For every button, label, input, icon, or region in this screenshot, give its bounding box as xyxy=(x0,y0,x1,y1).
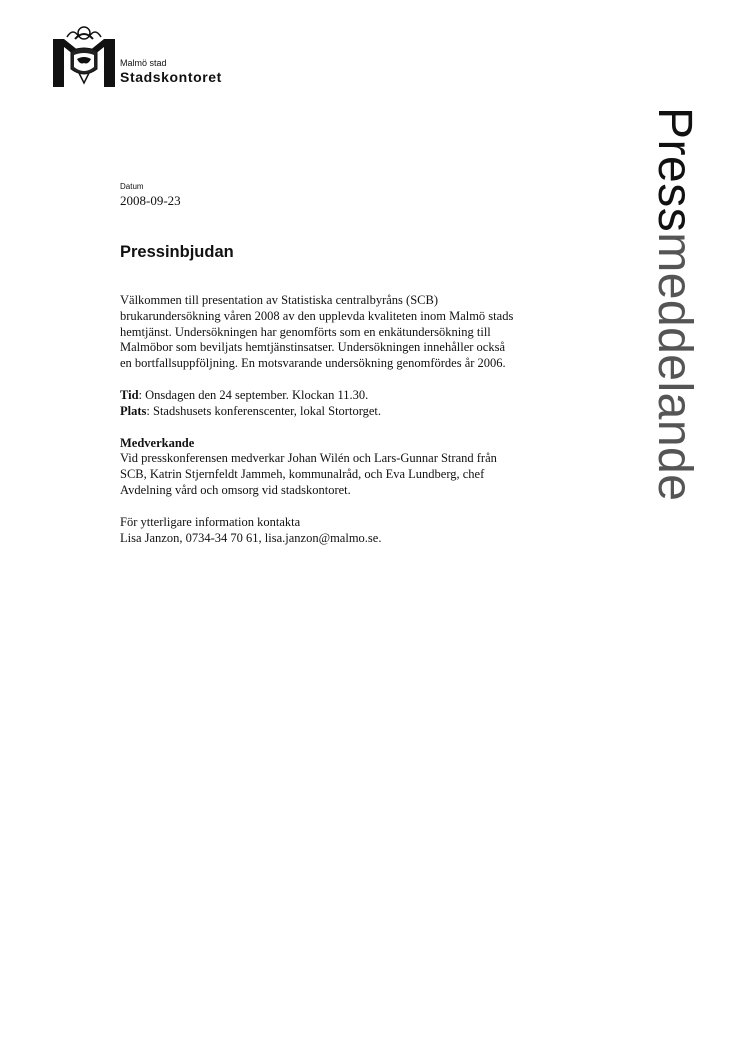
intro-line: brukarundersökning våren 2008 av den upplevda kvaliteten inom Malmö stads xyxy=(120,308,514,323)
contact-paragraph xyxy=(120,515,590,547)
intro-line: Välkommen till presentation av Statistiska centralbyråns (SCB) xyxy=(120,293,438,307)
time-line xyxy=(120,388,590,404)
side-title-pressmeddelande xyxy=(632,107,712,547)
time-value: : Onsdagen den 24 september. Klockan 11.30. xyxy=(138,387,369,402)
intro-paragraph xyxy=(120,293,590,372)
org-city: Malmö stad xyxy=(120,58,167,68)
organization-name xyxy=(120,58,222,86)
contact-email-line[interactable]: Lisa Janzon, 0734-34 70 61, lisa.janzon@malmo.se. xyxy=(120,530,382,545)
participants-line: SCB, Katrin Stjernfeldt Jammeh, kommunalråd, och Eva Lundberg, chef xyxy=(120,467,485,482)
intro-line: en bortfallsuppföljning. En motsvarande undersökning genomfördes år 2006. xyxy=(120,356,506,371)
time-label: Tid xyxy=(120,387,139,402)
participants-line: Vid presskonferensen medverkar Johan Wilén och Lars-Gunnar Strand från xyxy=(120,451,497,466)
place-value: : Stadshusets konferenscenter, lokal Stortorget. xyxy=(146,403,382,418)
participants-paragraph xyxy=(120,436,590,499)
contact-line: För ytterligare information kontakta xyxy=(120,514,301,529)
intro-line: hemtjänst. Undersökningen har genomförts som en enkätundersökning till xyxy=(120,324,491,339)
place-label: Plats xyxy=(120,403,147,418)
malmo-coat-of-arms-logo xyxy=(53,25,115,87)
date-value: 2008-09-23 xyxy=(120,193,181,208)
document-body xyxy=(120,293,590,546)
participants-line: Avdelning vård och omsorg vid stadskontoret. xyxy=(120,482,351,497)
place-line xyxy=(120,404,590,420)
date-label: Datum xyxy=(120,182,144,191)
document-title: Pressinbjudan xyxy=(120,243,234,261)
time-place-paragraph xyxy=(120,388,590,420)
side-title-meddelande: meddelande xyxy=(648,232,701,502)
participants-heading: Medverkande xyxy=(120,435,195,450)
side-title-press: Press xyxy=(648,107,701,233)
org-office: Stadskontoret xyxy=(120,69,222,85)
intro-line: Malmöbor som beviljats hemtjänstinsatser. Undersökningen innehåller också xyxy=(120,340,505,355)
